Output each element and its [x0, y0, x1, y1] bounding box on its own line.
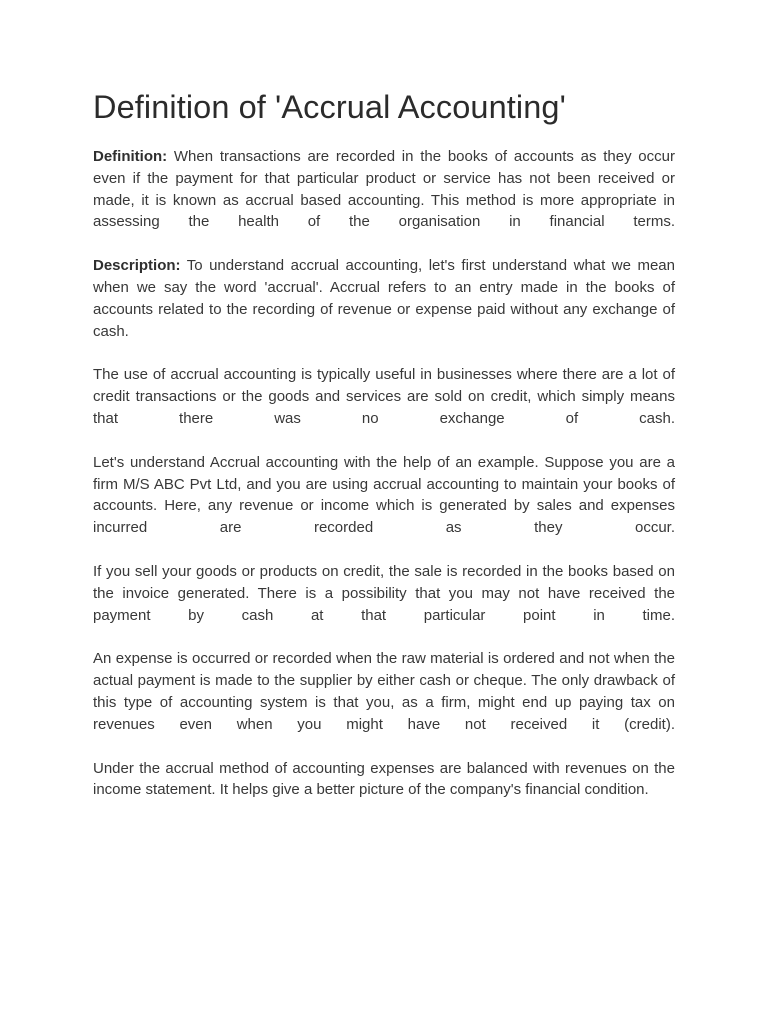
definition-lead: Definition:: [93, 148, 168, 165]
paragraph-conclusion: Under the accrual method of accounting expenses are balanced with revenues on the income statement. It helps give a better picture of the company's financial condition.: [93, 759, 675, 799]
paragraph-description: [93, 255, 675, 342]
paragraph-usage: The use of accrual accounting is typically useful in businesses where there are a lot of credit transactions or the goods and services are sold on credit, which simply means that there was no exchange of cash.: [93, 366, 675, 427]
definition-text: When transactions are recorded in the books of accounts as they occur even if the payment for that particular product or service has not been received or made, it is known as accrual based accounting. This method is more appropriate in assessing the health of the organisation in financial terms.: [93, 148, 675, 231]
paragraph-expense: An expense is occurred or recorded when the raw material is ordered and not when the actual payment is made to the supplier by either cash or cheque. The only drawback of this type of accounting system is that you, as a firm, might end up paying tax on revenues even when you might have not received it (credit).: [93, 650, 675, 733]
description-lead: Description:: [93, 257, 181, 275]
paragraph-example: Let's understand Accrual accounting with the help of an example. Suppose you are a firm M/S ABC Pvt Ltd, and you are using accrual accounting to maintain your books of accounts. Here, any revenue or income which is generated by sales and expenses incurred are recorded as they occur.: [93, 453, 675, 537]
page-title: Definition of 'Accrual Accounting': [93, 89, 566, 125]
paragraph-credit-sale: If you sell your goods or products on credit, the sale is recorded in the books based on the invoice generated. There is a possibility that you may not have received the payment by cash at that particular point in time.: [93, 562, 675, 624]
description-text: To understand accrual accounting, let's first understand what we mean when we say the word 'accrual'. Accrual refers to an entry made in the books of accounts related to the recording of revenue or expense paid without any exchange of cash.: [93, 257, 675, 340]
paragraph-definition: [93, 146, 675, 233]
document-page: [93, 84, 675, 801]
